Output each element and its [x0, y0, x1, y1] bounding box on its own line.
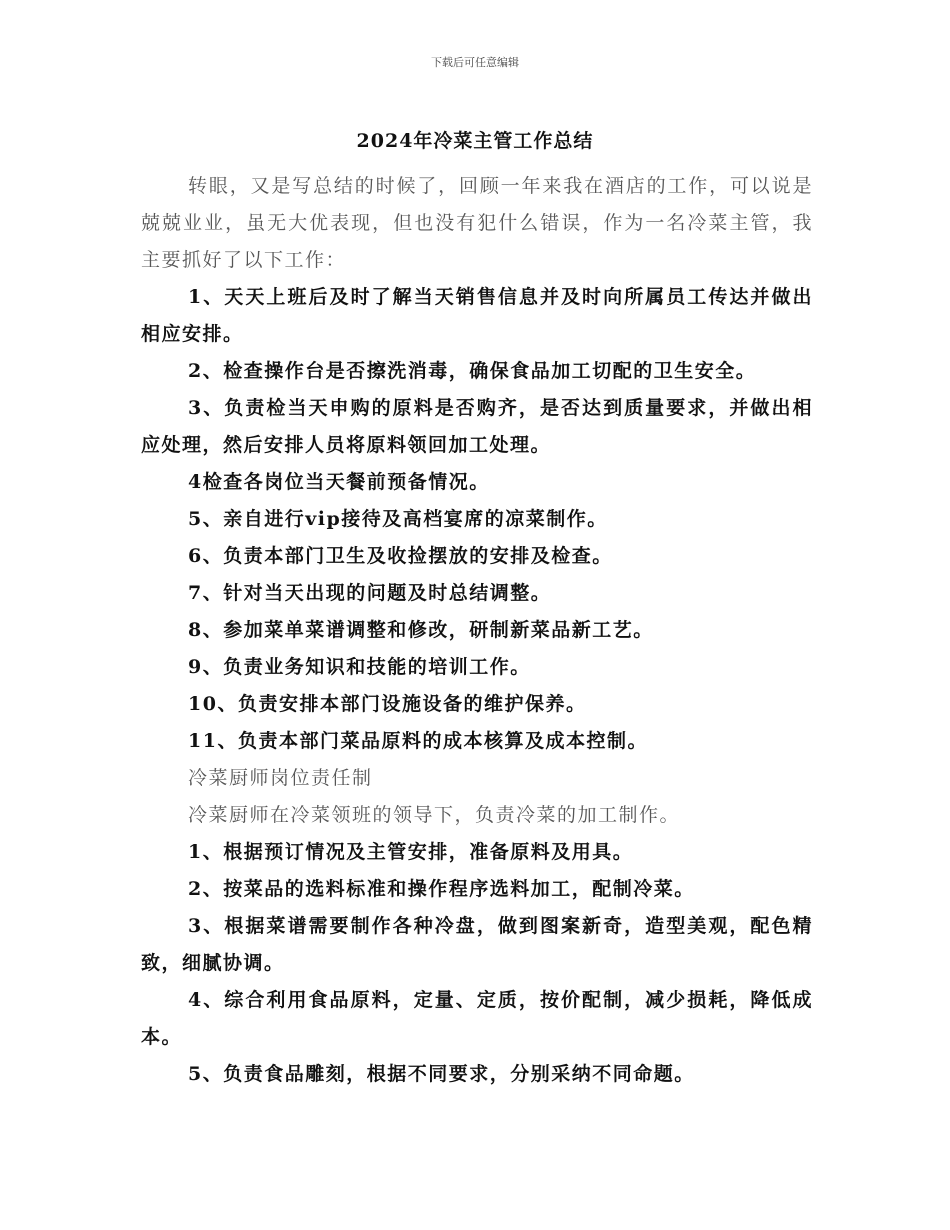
chef-duty-item-3: 3、根据菜谱需要制作各种冷盘，做到图案新奇，造型美观，配色精致，细腻协调。 [141, 915, 813, 974]
duty-item-10: 10、负责安排本部门设施设备的维护保养。 [188, 693, 587, 715]
duty-item-9: 9、负责业务知识和技能的培训工作。 [188, 656, 531, 678]
duty-item-8: 8、参加菜单菜谱调整和修改，研制新菜品新工艺。 [188, 619, 654, 641]
duty-item-5: 5、亲自进行vip接待及高档宴席的凉菜制作。 [188, 508, 608, 530]
duty-item-7: 7、针对当天出现的问题及时总结调整。 [188, 582, 552, 604]
chef-duty-item-5: 5、负责食品雕刻，根据不同要求，分别采纳不同命题。 [188, 1063, 695, 1085]
duty-item-11: 11、负责本部门菜品原料的成本核算及成本控制。 [188, 730, 648, 752]
duty-item-2: 2、检查操作台是否擦洗消毒，确保食品加工切配的卫生安全。 [188, 360, 757, 382]
intro-paragraph: 转眼，又是写总结的时候了，回顾一年来我在酒店的工作，可以说是兢兢业业，虽无大优表现，但也没有犯什么错误，作为一名冷菜主管，我主要抓好了以下工作： [141, 175, 813, 271]
duty-item-1: 1、天天上班后及时了解当天销售信息并及时向所属员工传达并做出相应安排。 [141, 286, 813, 345]
header-note: 下载后可任意编辑 [431, 56, 519, 69]
chef-duty-item-4: 4、综合利用食品原料，定量、定质，按价配制，减少损耗，降低成本。 [141, 989, 813, 1048]
duty-item-4: 4检查各岗位当天餐前预备情况。 [188, 471, 490, 493]
chef-duty-item-2: 2、按菜品的选料标准和操作程序选料加工，配制冷菜。 [188, 878, 695, 900]
document-body [141, 168, 813, 1093]
chef-duty-item-1: 1、根据预订情况及主管安排，准备原料及用具。 [188, 841, 634, 863]
section-intro: 冷菜厨师在冷菜领班的领导下，负责冷菜的加工制作。 [188, 804, 681, 826]
section-heading: 冷菜厨师岗位责任制 [188, 767, 373, 789]
duty-item-6: 6、负责本部门卫生及收捡摆放的安排及检查。 [188, 545, 613, 567]
duty-item-3: 3、负责检当天申购的原料是否购齐，是否达到质量要求，并做出相应处理，然后安排人员将原料领回加工处理。 [141, 397, 813, 456]
document-title: 2024年冷菜主管工作总结 [356, 130, 594, 152]
